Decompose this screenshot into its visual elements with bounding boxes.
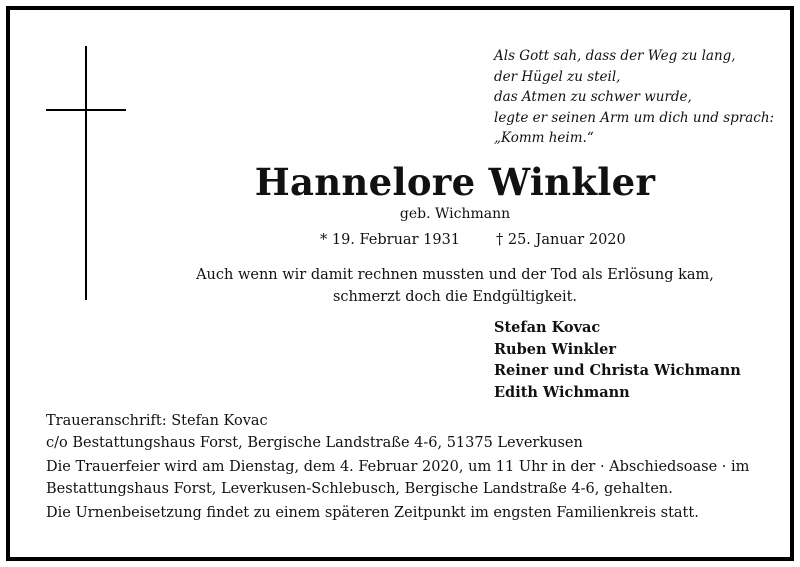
poem-line: legte er seinen Arm um dich und sprach: (494, 109, 775, 126)
death-date: † 25. Januar 2020 (496, 232, 626, 248)
memorial-verse (0, 264, 800, 308)
cross-horizontal-bar (46, 109, 126, 111)
ceremony-info (46, 457, 756, 500)
verse-line: Auch wenn wir damit rechnen mussten und der Tod als Erlösung kam, (196, 267, 714, 283)
funeral-address (46, 411, 756, 454)
mourner-name: Reiner und Christa Wichmann (494, 362, 741, 379)
ceremony-line: Die Trauerfeier wird am Dienstag, dem 4. Februar 2020, um 11 Uhr in der · Abschiedsoase · im (46, 459, 750, 475)
mourners-list (494, 317, 741, 403)
urn-line: Die Urnenbeisetzung findet zu einem späteren Zeitpunkt im engsten Familienkreis statt. (46, 505, 699, 521)
urn-burial-info (46, 503, 756, 525)
address-line: Traueranschrift: Stefan Kovac (46, 413, 268, 429)
deceased-name: Hannelore Winkler (254, 160, 656, 204)
notice-footer (46, 411, 756, 528)
poem (494, 46, 774, 149)
poem-line: Als Gott sah, dass der Weg zu lang, (494, 48, 736, 64)
birth-date: * 19. Februar 1931 (320, 232, 461, 248)
verse-line: schmerzt doch die Endgültigkeit. (332, 289, 578, 305)
maiden-name: geb. Wichmann (399, 206, 511, 222)
poem-line: das Atmen zu schwer wurde, (494, 89, 692, 105)
mourner-name: Stefan Kovac (494, 319, 601, 336)
address-line: c/o Bestattungshaus Forst, Bergische Landstraße 4-6, 51375 Leverkusen (46, 434, 583, 451)
ceremony-line: Bestattungshaus Forst, Leverkusen-Schlebusch, Bergische Landstraße 4-6, gehalten. (46, 480, 673, 497)
mourner-name: Ruben Winkler (494, 340, 617, 358)
poem-line: der Hügel zu steil, (494, 68, 621, 85)
mourner-name: Edith Wichmann (494, 383, 630, 401)
poem-line: „Komm heim.“ (494, 130, 594, 146)
